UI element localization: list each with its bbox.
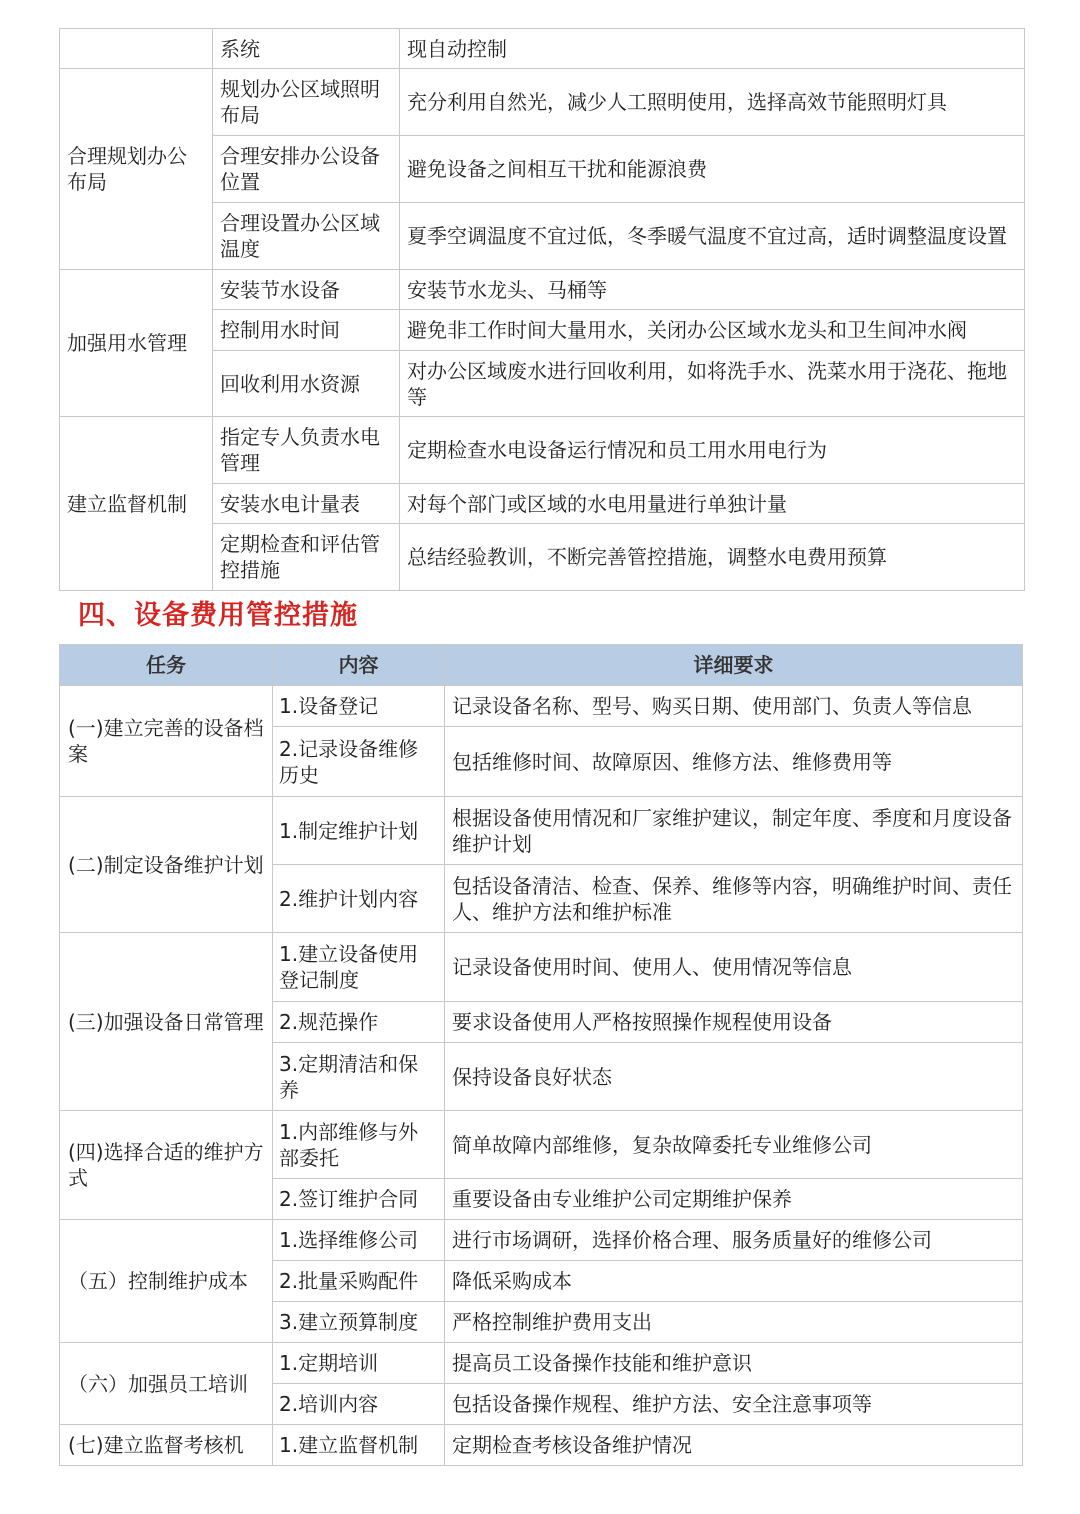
task-cell: (一)建立完善的设备档案 xyxy=(60,686,273,797)
content-cell: 3.定期清洁和保养 xyxy=(273,1043,445,1111)
table-row xyxy=(60,1425,1023,1466)
detail-cell: 对办公区域废水进行回收利用，如将洗手水、洗菜水用于浇花、拖地等 xyxy=(400,351,1025,417)
water-power-control-table xyxy=(59,28,1025,591)
item-cell: 安装节水设备 xyxy=(213,270,400,310)
content-cell: 2.记录设备维修历史 xyxy=(273,727,445,797)
table-row xyxy=(60,1220,1023,1261)
item-cell: 系统 xyxy=(213,29,400,69)
table-row xyxy=(60,933,1023,1002)
task-cell: (七)建立监督考核机 xyxy=(60,1425,273,1466)
table-header-row xyxy=(60,645,1023,686)
item-cell: 安装水电计量表 xyxy=(213,484,400,524)
detail-cell: 包括设备操作规程、维护方法、安全注意事项等 xyxy=(445,1384,1023,1425)
table-row xyxy=(60,1111,1023,1179)
category-cell: 建立监督机制 xyxy=(60,417,213,591)
item-cell: 回收利用水资源 xyxy=(213,351,400,417)
detail-cell: 重要设备由专业维护公司定期维护保养 xyxy=(445,1179,1023,1220)
detail-cell: 严格控制维护费用支出 xyxy=(445,1302,1023,1343)
item-cell: 定期检查和评估管控措施 xyxy=(213,524,400,591)
task-cell: （六）加强员工培训 xyxy=(60,1343,273,1425)
content-cell: 2.维护计划内容 xyxy=(273,865,445,933)
detail-cell: 要求设备使用人严格按照操作规程使用设备 xyxy=(445,1002,1023,1043)
detail-cell: 根据设备使用情况和厂家维护建议，制定年度、季度和月度设备维护计划 xyxy=(445,797,1023,865)
detail-cell: 保持设备良好状态 xyxy=(445,1043,1023,1111)
item-cell: 控制用水时间 xyxy=(213,310,400,351)
item-cell: 合理设置办公区域温度 xyxy=(213,203,400,270)
table-row xyxy=(60,1343,1023,1384)
category-cell xyxy=(60,29,213,69)
task-cell: (二)制定设备维护计划 xyxy=(60,797,273,933)
detail-cell: 夏季空调温度不宜过低，冬季暖气温度不宜过高，适时调整温度设置 xyxy=(400,203,1025,270)
detail-cell: 定期检查水电设备运行情况和员工用水用电行为 xyxy=(400,417,1025,484)
detail-cell: 提高员工设备操作技能和维护意识 xyxy=(445,1343,1023,1384)
detail-cell: 现自动控制 xyxy=(400,29,1025,69)
detail-cell: 降低采购成本 xyxy=(445,1261,1023,1302)
table-row xyxy=(60,69,1025,136)
item-cell: 合理安排办公设备位置 xyxy=(213,136,400,203)
header-content: 内容 xyxy=(273,645,445,686)
content-cell: 2.签订维护合同 xyxy=(273,1179,445,1220)
task-cell: （五）控制维护成本 xyxy=(60,1220,273,1343)
item-cell: 指定专人负责水电管理 xyxy=(213,417,400,484)
detail-cell: 记录设备名称、型号、购买日期、使用部门、负责人等信息 xyxy=(445,686,1023,727)
header-detail: 详细要求 xyxy=(445,645,1023,686)
content-cell: 1.建立设备使用登记制度 xyxy=(273,933,445,1002)
task-cell: (四)选择合适的维护方式 xyxy=(60,1111,273,1220)
table-row xyxy=(60,29,1025,69)
detail-cell: 包括维修时间、故障原因、维修方法、维修费用等 xyxy=(445,727,1023,797)
content-cell: 2.培训内容 xyxy=(273,1384,445,1425)
equipment-cost-table xyxy=(59,644,1023,1466)
detail-cell: 避免非工作时间大量用水，关闭办公区域水龙头和卫生间冲水阀 xyxy=(400,310,1025,351)
section-heading: 四、设备费用管控措施 xyxy=(78,600,358,631)
header-task: 任务 xyxy=(60,645,273,686)
content-cell: 1.制定维护计划 xyxy=(273,797,445,865)
detail-cell: 记录设备使用时间、使用人、使用情况等信息 xyxy=(445,933,1023,1002)
task-cell: (三)加强设备日常管理 xyxy=(60,933,273,1111)
content-cell: 1.定期培训 xyxy=(273,1343,445,1384)
category-cell: 合理规划办公布局 xyxy=(60,69,213,270)
detail-cell: 简单故障内部维修，复杂故障委托专业维修公司 xyxy=(445,1111,1023,1179)
content-cell: 2.批量采购配件 xyxy=(273,1261,445,1302)
content-cell: 3.建立预算制度 xyxy=(273,1302,445,1343)
category-cell: 加强用水管理 xyxy=(60,270,213,417)
detail-cell: 总结经验教训，不断完善管控措施，调整水电费用预算 xyxy=(400,524,1025,591)
detail-cell: 对每个部门或区域的水电用量进行单独计量 xyxy=(400,484,1025,524)
item-cell: 规划办公区域照明布局 xyxy=(213,69,400,136)
table-row xyxy=(60,417,1025,484)
detail-cell: 进行市场调研，选择价格合理、服务质量好的维修公司 xyxy=(445,1220,1023,1261)
table-row xyxy=(60,686,1023,727)
content-cell: 1.内部维修与外部委托 xyxy=(273,1111,445,1179)
content-cell: 1.设备登记 xyxy=(273,686,445,727)
content-cell: 2.规范操作 xyxy=(273,1002,445,1043)
table-row xyxy=(60,797,1023,865)
detail-cell: 安装节水龙头、马桶等 xyxy=(400,270,1025,310)
detail-cell: 避免设备之间相互干扰和能源浪费 xyxy=(400,136,1025,203)
table-row xyxy=(60,270,1025,310)
detail-cell: 充分利用自然光，减少人工照明使用，选择高效节能照明灯具 xyxy=(400,69,1025,136)
detail-cell: 定期检查考核设备维护情况 xyxy=(445,1425,1023,1466)
content-cell: 1.建立监督机制 xyxy=(273,1425,445,1466)
content-cell: 1.选择维修公司 xyxy=(273,1220,445,1261)
detail-cell: 包括设备清洁、检查、保养、维修等内容，明确维护时间、责任人、维护方法和维护标准 xyxy=(445,865,1023,933)
